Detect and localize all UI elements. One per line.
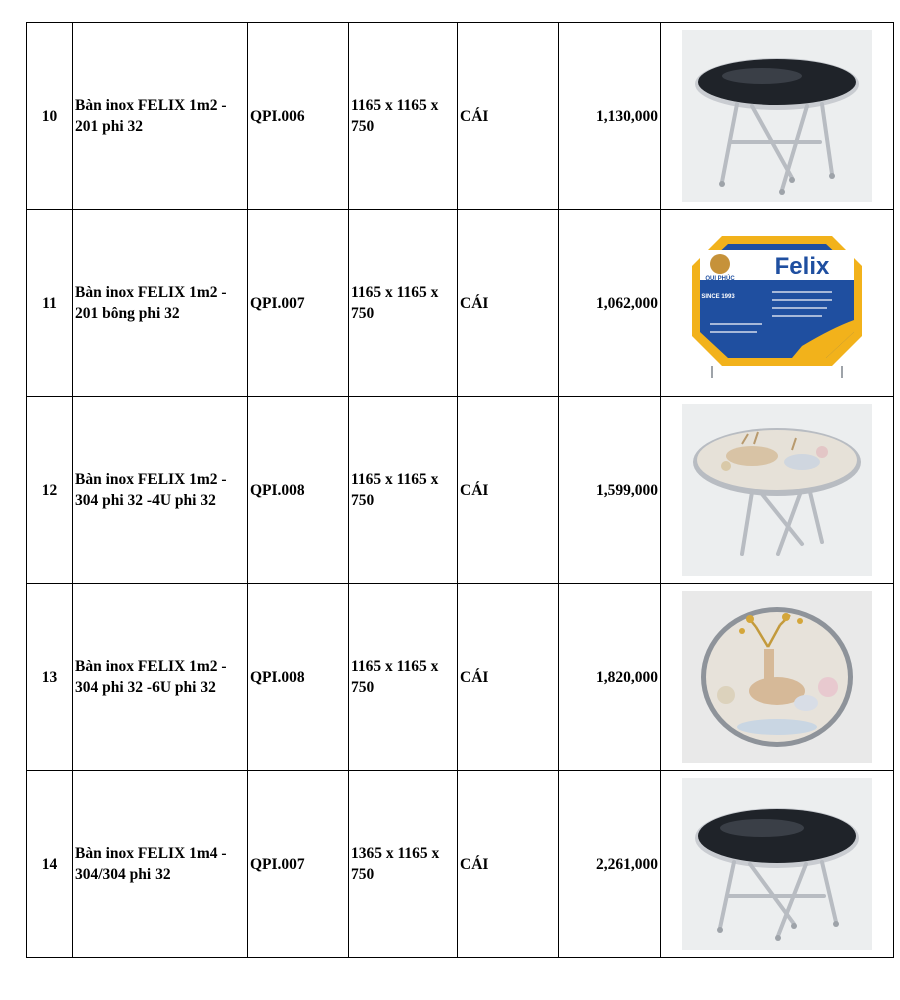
product-code: QPI.007 xyxy=(248,210,349,397)
product-unit: CÁI xyxy=(458,397,559,584)
row-number: 11 xyxy=(27,210,73,397)
table-row xyxy=(27,210,894,397)
felix-packaging-image xyxy=(682,228,872,378)
table-row xyxy=(27,397,894,584)
product-image-cell xyxy=(661,584,894,771)
product-price: 1,062,000 xyxy=(559,210,661,397)
table-row xyxy=(27,23,894,210)
product-dimensions: 1365 x 1165 x 750 xyxy=(349,771,458,958)
product-unit: CÁI xyxy=(458,584,559,771)
product-price: 1,599,000 xyxy=(559,397,661,584)
svg-text:SINCE 1993: SINCE 1993 xyxy=(701,294,735,300)
product-table xyxy=(26,22,894,958)
table-row xyxy=(27,771,894,958)
product-image-cell xyxy=(661,210,894,397)
deer-tabletop-image xyxy=(682,591,872,763)
product-image-cell xyxy=(661,23,894,210)
product-dimensions: 1165 x 1165 x 750 xyxy=(349,397,458,584)
product-name: Bàn inox FELIX 1m2 - 201 phi 32 xyxy=(73,23,248,210)
product-code: QPI.008 xyxy=(248,397,349,584)
product-dimensions: 1165 x 1165 x 750 xyxy=(349,23,458,210)
black-glass-table-image xyxy=(682,30,872,202)
black-glass-table-image xyxy=(682,778,872,950)
product-price: 1,130,000 xyxy=(559,23,661,210)
row-number: 14 xyxy=(27,771,73,958)
product-unit: CÁI xyxy=(458,210,559,397)
table-row xyxy=(27,584,894,771)
product-code: QPI.007 xyxy=(248,771,349,958)
product-image-cell xyxy=(661,771,894,958)
product-price: 1,820,000 xyxy=(559,584,661,771)
product-name: Bàn inox FELIX 1m2 - 201 bông phi 32 xyxy=(73,210,248,397)
product-dimensions: 1165 x 1165 x 750 xyxy=(349,584,458,771)
product-unit: CÁI xyxy=(458,23,559,210)
svg-text:QUI PHÚC: QUI PHÚC xyxy=(705,276,735,282)
product-name: Bàn inox FELIX 1m4 - 304/304 phi 32 xyxy=(73,771,248,958)
row-number: 10 xyxy=(27,23,73,210)
product-price: 2,261,000 xyxy=(559,771,661,958)
product-name: Bàn inox FELIX 1m2 - 304 phi 32 -4U phi 32 xyxy=(73,397,248,584)
product-unit: CÁI xyxy=(458,771,559,958)
product-image-cell xyxy=(661,397,894,584)
product-code: QPI.008 xyxy=(248,584,349,771)
row-number: 13 xyxy=(27,584,73,771)
felix-logo-text: Felix xyxy=(774,253,830,280)
product-code: QPI.006 xyxy=(248,23,349,210)
row-number: 12 xyxy=(27,397,73,584)
product-dimensions: 1165 x 1165 x 750 xyxy=(349,210,458,397)
product-name: Bàn inox FELIX 1m2 - 304 phi 32 -6U phi 32 xyxy=(73,584,248,771)
deer-pattern-table-image xyxy=(682,404,872,576)
